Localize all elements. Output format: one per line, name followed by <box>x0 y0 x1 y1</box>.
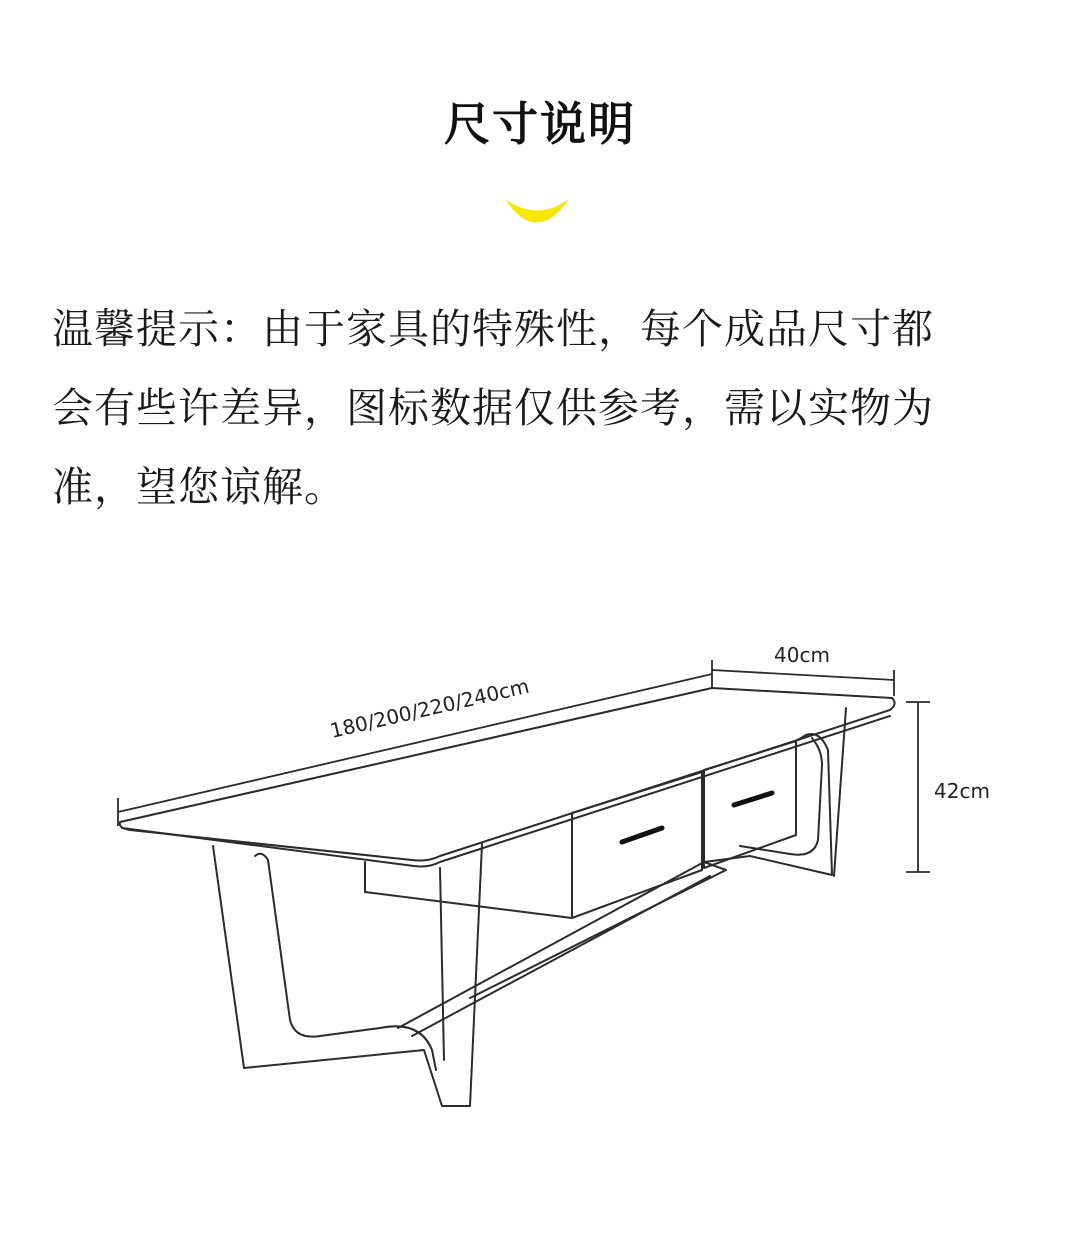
stretcher <box>398 862 726 1028</box>
drawer-handle-1 <box>622 828 662 842</box>
height-label: 42cm <box>934 779 990 803</box>
furniture-dimension-drawing <box>0 600 1080 1160</box>
drawer-front-1 <box>572 772 702 918</box>
drawer-front-2 <box>704 741 796 868</box>
table-top <box>120 688 895 861</box>
notice-line-2: 会有些许差异，图标数据仅供参考，需以实物为 <box>52 384 934 432</box>
notice-line-1: 温馨提示：由于家具的特殊性，每个成品尺寸都 <box>52 305 934 353</box>
length-dimension-line <box>118 660 712 826</box>
notice-text <box>52 290 1042 527</box>
notice-line-3: 准，望您谅解。 <box>52 463 346 511</box>
height-dimension-line <box>906 702 930 872</box>
page-title: 尺寸说明 <box>444 97 636 151</box>
length-label: 180/200/220/240cm <box>327 673 532 743</box>
depth-label: 40cm <box>774 643 830 667</box>
drawer-handle-2 <box>734 793 772 805</box>
crescent-smile-icon <box>503 196 571 232</box>
